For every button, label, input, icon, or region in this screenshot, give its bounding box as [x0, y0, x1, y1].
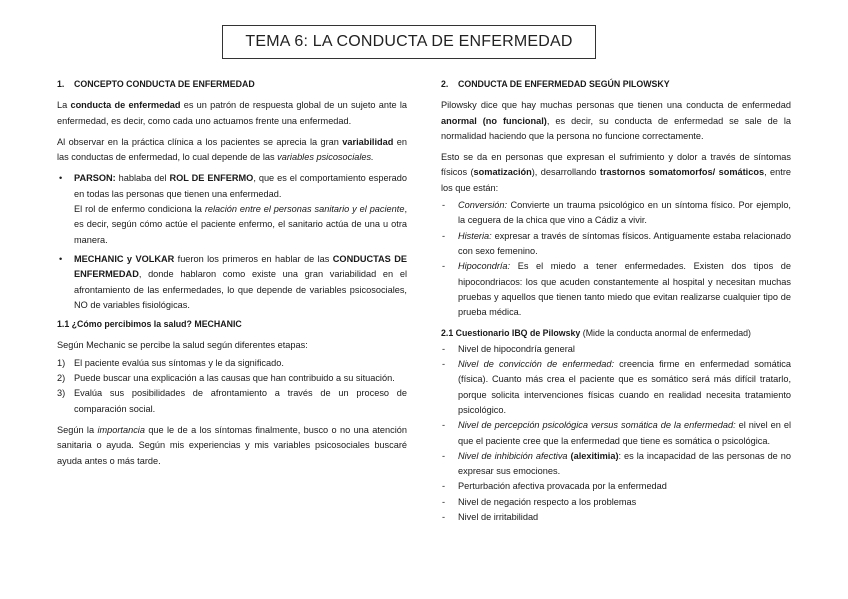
- list-item: - Nivel de hipocondría general: [442, 343, 575, 354]
- list-item: - Nivel de percepción psicológica versus somática de la enfermedad: el nivel en el que el paciente cree que la enfermedad que tiene es somática o psicológica.: [442, 420, 791, 446]
- section-2-heading: 2. CONDUCTA DE ENFERMEDAD SEGÚN PILOWSKY: [441, 79, 670, 89]
- paragraph-somatization: Esto se da en personas que expresan el sufrimiento y dolor a través de síntomas físicos (somatización), desarrollando trastornos somatomorfos/ somáticos, entre los que están:: [441, 152, 791, 193]
- right-column: [441, 77, 791, 531]
- list-item-histeria: - Histeria: expresar a través de síntomas físicos. Antiguamente estaba relacionado con sexo femenino.: [442, 230, 791, 256]
- paragraph-pilowsky: Pilowsky dice que hay muchas personas que tienen una conducta de enfermedad anormal (no funcional), es decir, su conducta de enfermedad se sale de la normalidad haciendo que la persona no funcione correctamente.: [441, 100, 791, 141]
- authors-list: [57, 171, 407, 313]
- list-item: - Nivel de inhibición afectiva (alexitimia): es la incapacidad de las personas de no expresar sus emociones.: [442, 450, 791, 477]
- list-item: - Perturbación afectiva provacada por la enfermedad: [442, 481, 667, 492]
- list-item-conversion: - Conversión: Convierte un trauma psicológico en un síntoma físico. Por ejemplo, la ceguera de la chica que vino a Cádiz a vivir.: [442, 200, 791, 226]
- paragraph-variability: Al observar en la práctica clínica a los pacientes se aprecia la gran variabilidad en las conductas de enfermedad, lo cual depende de las variables psicosociales.: [57, 136, 407, 163]
- list-item-parson: • PARSON: hablaba del ROL DE ENFERMO, que es el comportamiento esperado en todas las personas que tienen una enfermedad. El rol de enfermo condiciona la relación entre el personas sanitario y el paciente, es decir, según cómo actúe el paciente enfermo, el sanitario actúa de una u otra manera.: [57, 171, 407, 247]
- list-item: - Nivel de irritabilidad: [442, 512, 539, 523]
- page-title: TEMA 6: LA CONDUCTA DE ENFERMEDAD: [222, 25, 596, 59]
- section-1-1-heading: 1.1 ¿Cómo percibimos la salud? MECHANIC: [57, 319, 242, 330]
- list-item: - Nivel de convicción de enfermedad: creencia firme en enfermedad somática (física). Cuanto más crea el paciente que es somático será más difícil tratarlo, porque solicita intervenciones físicas cuando en realidad necesita tratamiento psicológico.: [442, 359, 792, 415]
- paragraph-importance: Según la importancia que le de a los síntomas finalmente, busco o no una atención sanitaria o ayuda. Según mis experiencias y mis variables psicosociales buscaré ayuda antes o más tarde.: [57, 424, 408, 466]
- ibq-list: [441, 342, 791, 526]
- list-item-mechanic-volkar: • MECHANIC y VOLKAR fueron los primeros en hablar de las CONDUCTAS DE ENFERMEDAD, donde hablaron como existe una gran variabilidad en el afrontamiento de las enfermedades, lo que depende de variables psicosociales, NO de variables fisiológicas.: [57, 252, 407, 313]
- section-1-heading: 1. CONCEPTO CONDUCTA DE ENFERMEDAD: [57, 79, 255, 89]
- list-item: 1) El paciente evalúa sus síntomas y le da significado.: [57, 357, 284, 368]
- left-column: [57, 77, 407, 475]
- list-item-hipocondria: - Hipocondría: Es el miedo a tener enfermedades. Existen dos tipos de hipocondriacos: los que acuden constantemente al hospital y necesitan muchas pruebas y aquellos que tienen tanto miedo que evitan realizarse cualquier tipo de prueba médica.: [442, 261, 791, 318]
- section-2-1-heading: 2.1 Cuestionario IBQ de Pilowsky (Mide la conducta anormal de enfermedad): [441, 328, 751, 339]
- paragraph-stages-intro: Según Mechanic se percibe la salud según diferentes etapas:: [57, 340, 308, 351]
- list-item: - Nivel de negación respecto a los problemas: [442, 496, 637, 507]
- paragraph-definition: La conducta de enfermedad es un patrón de respuesta global de un sujeto ante la enfermedad, es decir, como cada uno actuamos frente una enfermedad.: [57, 100, 407, 126]
- list-item: 2) Puede buscar una explicación a las causas que han contribuido a su situación.: [57, 373, 395, 384]
- stages-list: [57, 356, 407, 417]
- disorders-list: [441, 198, 791, 320]
- list-item: 3) Evalúa sus posibilidades de afrontamiento a través de un proceso de comparación social.: [57, 388, 407, 414]
